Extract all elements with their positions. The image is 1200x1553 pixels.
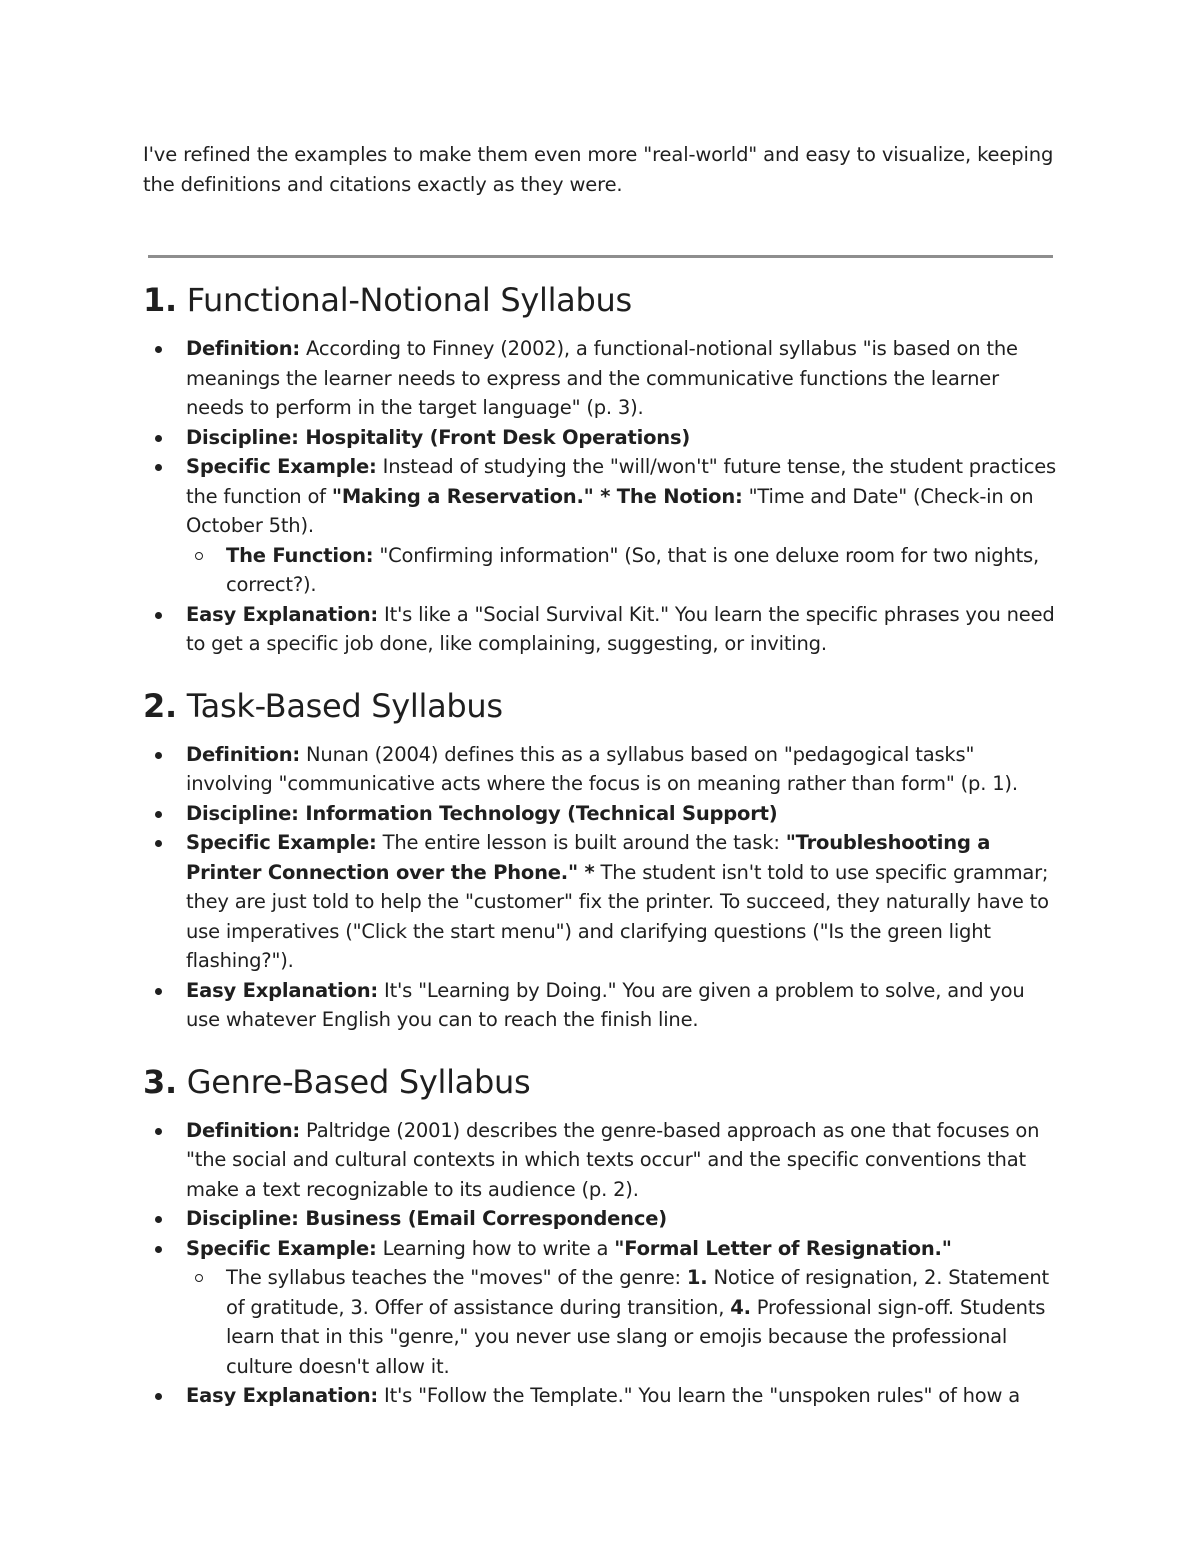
intro-paragraph: I've refined the examples to make them even more "real-world" and easy to visualize, keeping the definitions and citations exactly as they were. <box>143 143 1054 196</box>
horizontal-divider <box>148 255 1053 258</box>
easy-label: Easy Explanation: <box>186 1384 379 1407</box>
example-label: Specific Example: <box>186 455 377 478</box>
example-text: The entire lesson is built around the task: <box>376 831 786 854</box>
section-heading <box>143 686 1061 726</box>
list-item-definition <box>143 334 1061 423</box>
section-list <box>143 334 1061 659</box>
definition-label: Definition: <box>186 337 301 360</box>
example-text-cont: "Time and Date" (Check-in on October 5th). <box>186 484 1034 537</box>
discipline-text: Discipline: Information Technology (Technical Support) <box>186 801 778 825</box>
list-item-example <box>143 828 1061 976</box>
discipline-text: Discipline: Business (Email Correspondence) <box>186 1207 667 1230</box>
list-item-easy-explanation <box>143 1381 1061 1411</box>
section-heading <box>143 1062 1061 1102</box>
section-number: 1. <box>143 281 177 319</box>
sub-text: The syllabus teaches the "moves" of the genre: <box>226 1266 687 1289</box>
sub-list-item <box>143 1263 1061 1381</box>
document-page <box>143 140 1061 1411</box>
section-heading <box>143 280 1061 320</box>
sub-text: "Confirming information" (So, that is one deluxe room for two nights, correct?). <box>226 543 1040 596</box>
section-list <box>143 740 1061 1035</box>
example-bold: "Formal Letter of Resignation." <box>614 1236 952 1260</box>
definition-text: Nunan (2004) defines this as a syllabus based on "pedagogical tasks" involving "communicative acts where the focus is on meaning rather than form" (p. 1). <box>186 742 1018 795</box>
easy-text: It's "Follow the Template." You learn the "unspoken rules" of how a <box>378 1384 1021 1407</box>
list-item-discipline <box>143 1204 1061 1234</box>
sub-label: The Function: <box>226 543 374 567</box>
section-number: 3. <box>143 1062 177 1101</box>
section-number: 2. <box>143 686 177 725</box>
example-text: Instead of studying the "will/won't" future tense, the student practices the function of <box>186 455 1056 508</box>
section-title: Genre-Based Syllabus <box>186 1062 531 1101</box>
section-title: Task-Based Syllabus <box>186 686 503 725</box>
easy-text: It's "Learning by Doing." You are given a problem to solve, and you use whatever English you can to reach the finish line. <box>186 978 1025 1031</box>
example-text: Learning how to write a <box>376 1236 615 1260</box>
example-label: Specific Example: <box>186 831 377 854</box>
list-item-easy-explanation <box>143 600 1061 659</box>
example-label: Specific Example: <box>186 1236 377 1260</box>
easy-label: Easy Explanation: <box>186 602 379 626</box>
definition-text: According to Finney (2002), a functional-notional syllabus "is based on the meanings the learner needs to express and the communicative functions the learner needs to perform in the target language" (p. 3). <box>186 337 1018 419</box>
list-item-discipline <box>143 799 1061 829</box>
definition-label: Definition: <box>186 742 301 766</box>
easy-text: It's like a "Social Survival Kit." You learn the specific phrases you need to get a specific job done, like complaining, suggesting, or inviting. <box>186 602 1055 655</box>
example-bold: "Troubleshooting a Printer Connection over the Phone." * <box>186 831 991 884</box>
discipline-text: Discipline: Hospitality (Front Desk Operations) <box>186 425 691 449</box>
example-bold: "Making a Reservation." * The Notion: <box>331 484 743 508</box>
sub-text-end: Professional sign-off. Students learn that in this "genre," you never use slang or emojis because the professional culture doesn't allow it. <box>226 1295 1046 1378</box>
definition-text: Paltridge (2001) describes the genre-based approach as one that focuses on "the social and cultural contexts in which texts occur" and the specific conventions that make a text recognizable to its audience (p. 2). <box>186 1118 1040 1201</box>
list-item-example <box>143 1234 1061 1264</box>
definition-label: Definition: <box>186 1118 301 1142</box>
list-item-definition <box>143 740 1061 799</box>
list-item-definition <box>143 1116 1061 1205</box>
easy-label: Easy Explanation: <box>186 978 379 1002</box>
list-item-discipline <box>143 423 1061 453</box>
sub-list-item <box>143 541 1061 600</box>
section-title: Functional-Notional Syllabus <box>186 281 632 319</box>
list-item-example <box>143 452 1061 541</box>
sub-bold: 4. <box>730 1295 751 1319</box>
sub-text-cont: Notice of resignation, 2. Statement of gratitude, 3. Offer of assistance during transition, <box>226 1266 1050 1319</box>
sub-bold: 1. <box>686 1266 708 1289</box>
list-item-easy-explanation <box>143 976 1061 1035</box>
section-list <box>143 1116 1061 1411</box>
example-text-cont: The student isn't told to use specific grammar; they are just told to help the "customer" fix the printer. To succeed, they naturally have to use imperatives ("Click the start menu") and clarifying questions ("Is the green light flashing?"). <box>186 860 1049 972</box>
